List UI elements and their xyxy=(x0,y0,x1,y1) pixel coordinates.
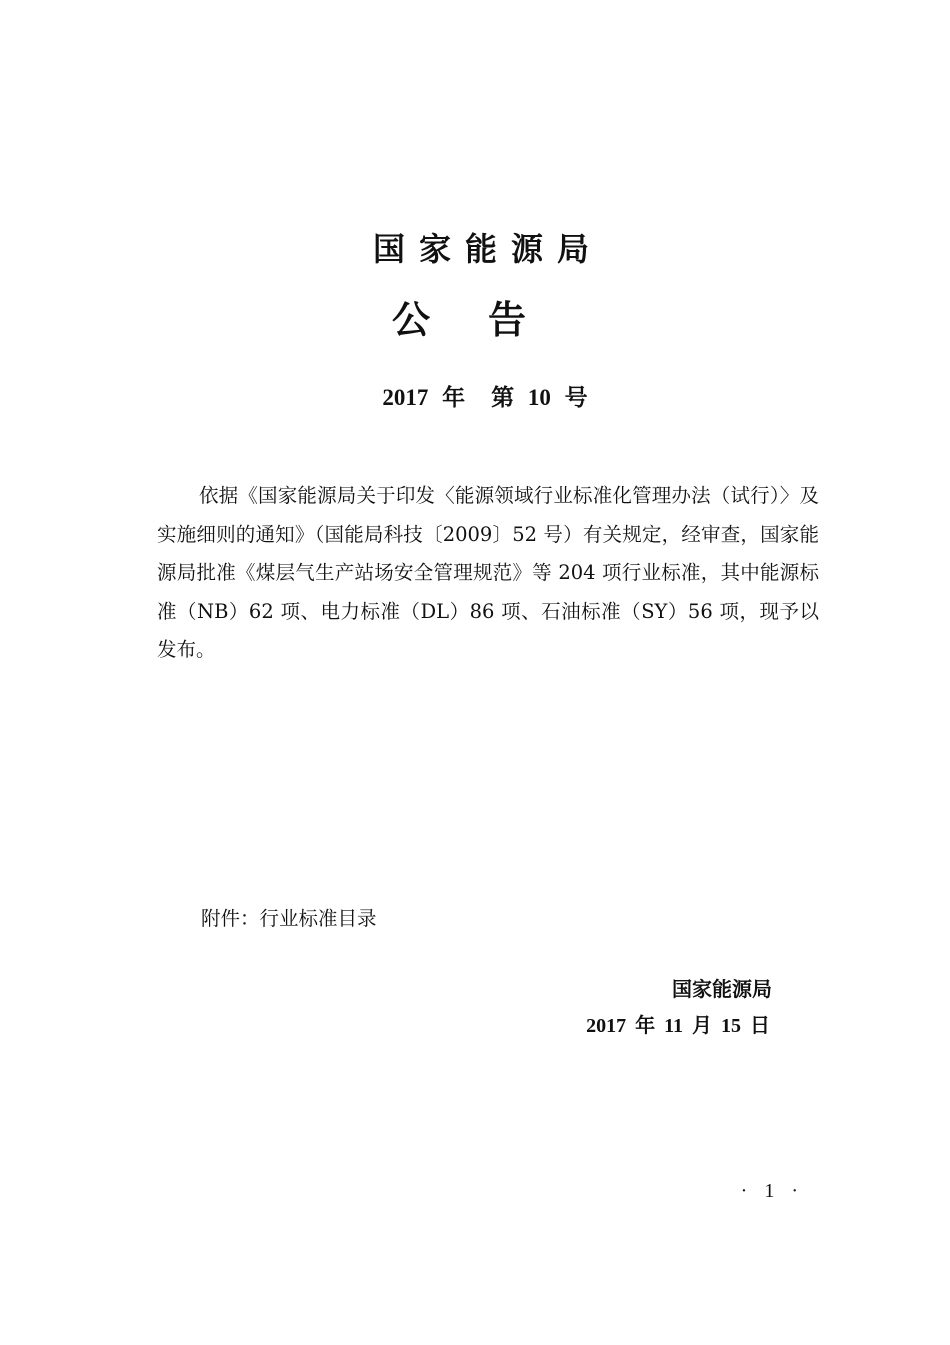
issue-date: 2017 年 11 月 15 日 xyxy=(586,1015,770,1037)
announcement-body: 依据《国家能源局关于印发〈能源领域行业标准化管理办法（试行）〉及实施细则的通知》（国能局科技〔2009〕52 号）有关规定，经审查，国家能源局批准《煤层气生产站场安全管理规范》等 204 项行业标准，其中能源标准（NB）62 项、电力标准（DL）86 项、石油标准（SY）56 项，现予以发布。 xyxy=(157,484,819,661)
attachment-note: 附件：行业标准目录 xyxy=(201,907,377,930)
announcement-number xyxy=(0,380,950,416)
announcement-year: 2017 年 xyxy=(382,385,466,410)
document-type-title: 公告 xyxy=(391,298,584,342)
page-number: · 1 · xyxy=(740,1180,804,1202)
announcement-sequence: 第 10 号 xyxy=(491,385,588,410)
agency-title: 国家能源局 xyxy=(372,230,603,268)
issuing-authority: 国家能源局 xyxy=(672,977,772,1001)
